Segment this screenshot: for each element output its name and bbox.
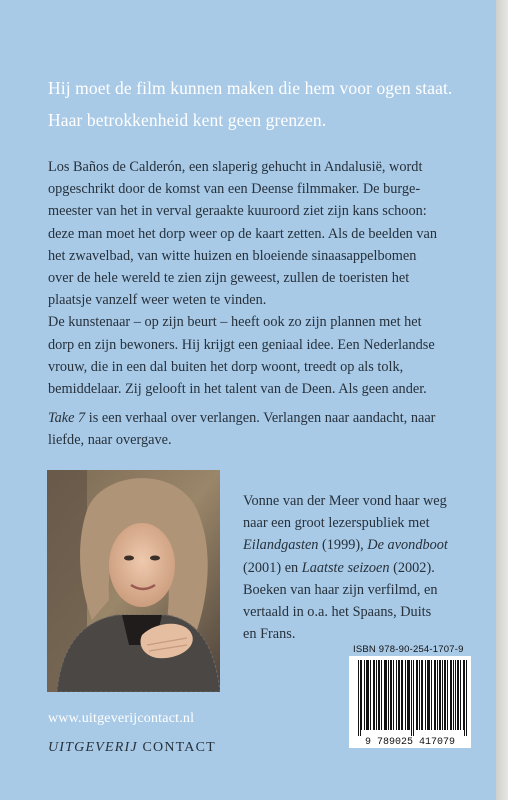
- barcode-bar: [401, 660, 402, 730]
- barcode-bar: [408, 660, 409, 730]
- barcode-bar: [422, 660, 423, 730]
- barcode-bar: [427, 660, 428, 730]
- blurb-paragraphs: [48, 156, 463, 400]
- blurb-summary: [48, 407, 463, 451]
- barcode-bar: [388, 660, 389, 730]
- publisher-word-1: UITGEVERIJ: [48, 740, 138, 755]
- blurb-line: het zwavelbad, van witte huizen en bloeiende sinaasappelbomen: [48, 247, 417, 264]
- book-title: Laatste seizoen: [301, 559, 390, 576]
- barcode-bar: [464, 660, 465, 736]
- barcode-bar: [425, 660, 426, 730]
- barcode-bar: [451, 660, 452, 730]
- bio-text: (2001) en: [243, 559, 302, 576]
- blurb-line: vrouw, die in een dal buiten het dorp woont, treedt op als tolk,: [48, 358, 404, 375]
- barcode-bar: [431, 660, 432, 730]
- barcode-bar: [453, 660, 454, 730]
- barcode-bar: [419, 660, 420, 730]
- barcode-bar: [381, 660, 382, 730]
- barcode-bar: [364, 660, 365, 730]
- blurb-line: bemiddelaar. Zij gelooft in het talent van de Deen. Als geen ander.: [48, 381, 427, 398]
- barcode-bar: [361, 660, 362, 730]
- barcode-bar: [384, 660, 385, 730]
- barcode-bar: [374, 660, 375, 730]
- bio-text: (2002).: [389, 559, 435, 576]
- bio-text: (1999),: [318, 537, 368, 554]
- author-bio: [243, 490, 483, 645]
- barcode-bar: [416, 660, 417, 730]
- barcode-bar: [402, 660, 403, 730]
- blurb-line: plaatsje vanzelf weer weten te vinden.: [48, 292, 267, 309]
- summary-line-2: liefde, naar overgave.: [48, 432, 172, 449]
- blurb-line: dorp en zijn bewoners. Hij krijgt een geniaal idee. Een Nederlandse: [48, 336, 435, 353]
- bio-line: en Frans.: [243, 626, 296, 643]
- barcode-bar: [413, 660, 414, 736]
- barcode-bar: [396, 660, 397, 730]
- barcode-bar: [386, 660, 387, 730]
- barcode-bar: [407, 660, 408, 730]
- tagline-2: Haar betrokkenheid kent geen grenzen.: [48, 110, 327, 130]
- barcode-bar: [447, 660, 448, 730]
- barcode-bar: [455, 660, 456, 730]
- barcode-bar: [457, 660, 458, 730]
- barcode-bar: [450, 660, 451, 730]
- barcode-bar: [460, 660, 461, 730]
- barcode-bar: [444, 660, 445, 730]
- barcode-bar: [366, 660, 367, 730]
- publisher-url: www.uitgeverijcontact.nl: [48, 711, 195, 726]
- barcode-digits: 9 789025 417079: [364, 737, 456, 748]
- tagline-1: Hij moet de film kunnen maken die hem voor ogen staat.: [48, 78, 453, 98]
- barcode-bar: [434, 660, 435, 730]
- barcode-bars: [349, 656, 471, 748]
- barcode-bar: [435, 660, 436, 730]
- barcode: [349, 656, 471, 748]
- bio-line: naar een groot lezerspubliek met: [243, 515, 430, 532]
- barcode-bar: [409, 660, 410, 730]
- barcode-bar: [376, 660, 377, 730]
- barcode-bar: [437, 660, 438, 730]
- barcode-bar: [358, 660, 359, 736]
- book-title: Eilandgasten: [243, 537, 319, 554]
- bio-line: Vonne van der Meer vond haar weg: [243, 493, 447, 509]
- blurb-line: meester van het in verval geraakte kuuroord ziet zijn kans schoon:: [48, 203, 427, 220]
- barcode-bar: [405, 660, 406, 730]
- barcode-bar: [391, 660, 392, 730]
- barcode-bar: [458, 660, 459, 730]
- bio-line: Boeken van haar zijn verfilmd, en: [243, 581, 438, 598]
- bio-line: vertaald in o.a. het Spaans, Duits: [243, 604, 432, 621]
- barcode-bar: [428, 660, 429, 730]
- barcode-bar: [463, 660, 464, 730]
- author-portrait-illustration: [47, 470, 220, 692]
- barcode-bar: [373, 660, 374, 730]
- barcode-bar: [393, 660, 394, 730]
- barcode-bar: [390, 660, 391, 730]
- page-edge: [496, 0, 508, 800]
- blurb-line: De kunstenaar – op zijn beurt – heeft ook zo zijn plannen met het: [48, 314, 422, 331]
- publisher-word-2: CONTACT: [137, 740, 216, 755]
- bio-line: [243, 557, 483, 579]
- barcode-bar: [378, 660, 379, 730]
- barcode-bar: [370, 660, 371, 730]
- blurb-line: over de hele wereld te zien zijn geweest, zullen de toeristen het: [48, 270, 410, 287]
- barcode-bar: [398, 660, 399, 730]
- author-portrait-photo: [47, 470, 220, 692]
- blurb-line: opgeschrikt door de komst van een Deense filmmaker. De burge-: [48, 181, 421, 198]
- barcode-bar: [439, 660, 440, 730]
- barcode-bar: [442, 660, 443, 730]
- barcode-bar: [360, 660, 361, 736]
- blurb-line: deze man moet het dorp weer op de kaart zetten. Als de beelden van: [48, 225, 438, 242]
- barcode-bar: [411, 660, 412, 736]
- barcode-bar: [385, 660, 386, 730]
- barcode-bar: [445, 660, 446, 730]
- summary-text: is een verhaal over verlangen. Verlangen naar aandacht, naar: [85, 410, 436, 426]
- barcode-bar: [417, 660, 418, 730]
- barcode-bar: [367, 660, 368, 730]
- barcode-bar: [440, 660, 441, 730]
- barcode-bar: [399, 660, 400, 730]
- barcode-bar: [421, 660, 422, 730]
- barcode-bar: [368, 660, 369, 730]
- bio-line: [243, 534, 483, 556]
- book-title: Take 7: [48, 410, 86, 426]
- publisher-name: [48, 740, 216, 756]
- blurb-line: Los Baños de Calderón, een slaperig gehucht in Andalusië, wordt: [48, 159, 423, 175]
- summary-line-1: [48, 407, 463, 429]
- barcode-bar: [466, 660, 467, 736]
- barcode-bar: [379, 660, 380, 730]
- book-title: De avondboot: [367, 537, 448, 554]
- isbn-label: ISBN 978-90-254-1707-9: [353, 644, 464, 655]
- barcode-bar: [429, 660, 430, 730]
